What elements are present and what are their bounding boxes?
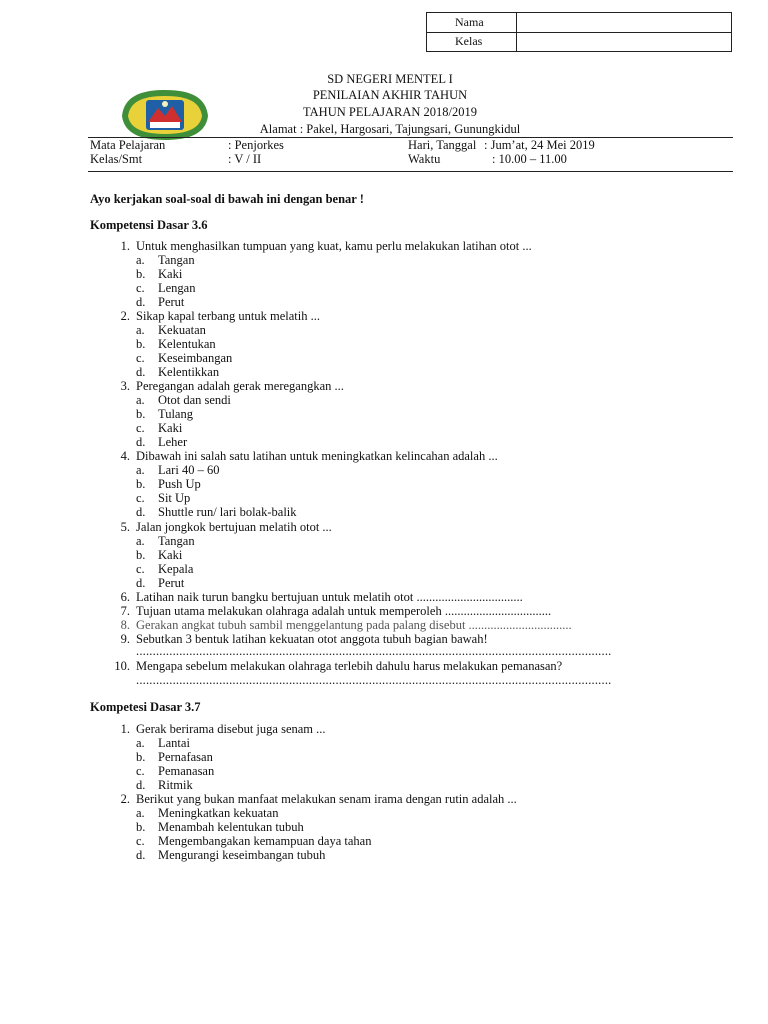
option-text: Kaki xyxy=(158,548,183,562)
option-text: Keseimbangan xyxy=(158,351,233,365)
option-text: Ritmik xyxy=(158,778,193,792)
option-text: Pemanasan xyxy=(158,764,215,778)
option-letter: a. xyxy=(136,463,145,477)
option-letter: d. xyxy=(136,505,146,519)
question-text: Sikap kapal terbang untuk melatih ... xyxy=(136,309,320,323)
option-text: Lengan xyxy=(158,281,196,295)
option-letter: b. xyxy=(136,337,146,351)
option-text: Kaki xyxy=(158,267,183,281)
option-text: Mengembangakan kemampuan daya tahan xyxy=(158,834,372,848)
time-value: : 10.00 – 11.00 xyxy=(492,152,567,166)
question-text: Dibawah ini salah satu latihan untuk meningkatkan kelincahan adalah ... xyxy=(136,449,498,463)
option-text: Otot dan sendi xyxy=(158,393,231,407)
question-text: Peregangan adalah gerak meregangkan ... xyxy=(136,379,344,393)
option-letter: c. xyxy=(136,562,145,576)
option-letter: b. xyxy=(136,820,146,834)
option-text: Tulang xyxy=(158,407,193,421)
option-letter: a. xyxy=(136,253,145,267)
option-letter: c. xyxy=(136,764,145,778)
section-title-3-7: Kompetesi Dasar 3.7 xyxy=(90,700,201,714)
option-letter: b. xyxy=(136,407,146,421)
option-letter: c. xyxy=(136,834,145,848)
question-text: Gerak berirama disebut juga senam ... xyxy=(136,722,326,736)
school-address: Alamat : Pakel, Hargosari, Tajungsari, Gunungkidul xyxy=(259,122,521,136)
option-letter: d. xyxy=(136,778,146,792)
option-text: Kepala xyxy=(158,562,194,576)
option-letter: d. xyxy=(136,848,146,862)
question-text: Gerakan angkat tubuh sambil menggelantung pada palang disebut ................................. xyxy=(136,618,572,632)
option-letter: b. xyxy=(136,267,146,281)
option-letter: b. xyxy=(136,548,146,562)
question-number: 6. xyxy=(120,590,130,604)
option-letter: b. xyxy=(136,477,146,491)
question-number: 8. xyxy=(120,618,130,632)
option-letter: a. xyxy=(136,323,145,337)
answer-line-9[interactable]: ............................................................................................................................................... xyxy=(136,644,612,658)
option-text: Sit Up xyxy=(158,491,191,505)
option-text: Push Up xyxy=(158,477,201,491)
question-number: 1. xyxy=(120,722,130,736)
date-label: Hari, Tanggal xyxy=(408,138,477,152)
question-text: Jalan jongkok bertujuan melatih otot ... xyxy=(136,520,332,534)
class-smt-value: : V / II xyxy=(228,152,262,166)
option-letter: d. xyxy=(136,365,146,379)
subject-value: : Penjorkes xyxy=(228,138,284,152)
question-number: 4. xyxy=(120,449,130,463)
option-letter: a. xyxy=(136,534,145,548)
option-letter: c. xyxy=(136,421,145,435)
option-letter: a. xyxy=(136,806,145,820)
option-text: Kelentukan xyxy=(158,337,216,351)
question-number: 2. xyxy=(120,792,130,806)
option-text: Kaki xyxy=(158,421,183,435)
class-smt-label: Kelas/Smt xyxy=(90,152,143,166)
school-year: TAHUN PELAJARAN 2018/2019 xyxy=(303,105,477,119)
class-label: Kelas xyxy=(427,32,517,52)
option-text: Tangan xyxy=(158,534,195,548)
question-text: Tujuan utama melakukan olahraga adalah untuk memperoleh .................................. xyxy=(136,604,552,618)
option-letter: d. xyxy=(136,435,146,449)
option-text: Leher xyxy=(158,435,188,449)
option-text: Perut xyxy=(158,295,185,309)
question-number: 7. xyxy=(120,604,130,618)
option-text: Pernafasan xyxy=(158,750,213,764)
exam-title: PENILAIAN AKHIR TAHUN xyxy=(312,88,468,102)
student-id-box xyxy=(426,12,732,52)
question-text: Berikut yang bukan manfaat melakukan senam irama dengan rutin adalah ... xyxy=(136,792,517,806)
option-letter: d. xyxy=(136,576,146,590)
date-value: : Jum’at, 24 Mei 2019 xyxy=(484,138,595,152)
question-number: 1. xyxy=(120,239,130,253)
option-text: Tangan xyxy=(158,253,195,267)
option-letter: b. xyxy=(136,750,146,764)
time-label: Waktu xyxy=(408,152,441,166)
option-text: Perut xyxy=(158,576,185,590)
question-text: Mengapa sebelum melakukan olahraga terlebih dahulu harus melakukan pemanasan? xyxy=(136,659,563,673)
option-letter: d. xyxy=(136,295,146,309)
section-title-3-6: Kompetensi Dasar 3.6 xyxy=(90,218,208,232)
option-letter: a. xyxy=(136,393,145,407)
header-rule-bottom xyxy=(88,171,733,172)
option-letter: c. xyxy=(136,281,145,295)
answer-line-10[interactable]: ............................................................................................................................................... xyxy=(136,673,612,687)
question-number: 5. xyxy=(120,520,130,534)
question-number: 10. xyxy=(114,659,130,673)
option-text: Lari 40 – 60 xyxy=(158,463,220,477)
question-text: Untuk menghasilkan tumpuan yang kuat, kamu perlu melakukan latihan otot ... xyxy=(136,239,532,253)
option-text: Meningkatkan kekuatan xyxy=(158,806,279,820)
option-text: Shuttle run/ lari bolak-balik xyxy=(158,505,297,519)
question-text: Latihan naik turun bangku bertujuan untuk melatih otot .................................. xyxy=(136,590,523,604)
name-label: Nama xyxy=(427,13,517,33)
option-text: Kelentikkan xyxy=(158,365,220,379)
option-text: Menambah kelentukan tubuh xyxy=(158,820,304,834)
option-letter: c. xyxy=(136,491,145,505)
question-text: Sebutkan 3 bentuk latihan kekuatan otot anggota tubuh bagian bawah! xyxy=(136,632,488,646)
option-text: Kekuatan xyxy=(158,323,206,337)
subject-label: Mata Pelajaran xyxy=(90,138,166,152)
question-number: 9. xyxy=(120,632,130,646)
instruction: Ayo kerjakan soal-soal di bawah ini dengan benar ! xyxy=(90,192,364,206)
question-number: 3. xyxy=(120,379,130,393)
option-text: Mengurangi keseimbangan tubuh xyxy=(158,848,326,862)
option-letter: a. xyxy=(136,736,145,750)
school-name: SD NEGERI MENTEL I xyxy=(327,72,453,86)
class-field[interactable] xyxy=(517,32,732,52)
question-number: 2. xyxy=(120,309,130,323)
name-field[interactable] xyxy=(517,13,732,33)
option-text: Lantai xyxy=(158,736,190,750)
option-letter: c. xyxy=(136,351,145,365)
